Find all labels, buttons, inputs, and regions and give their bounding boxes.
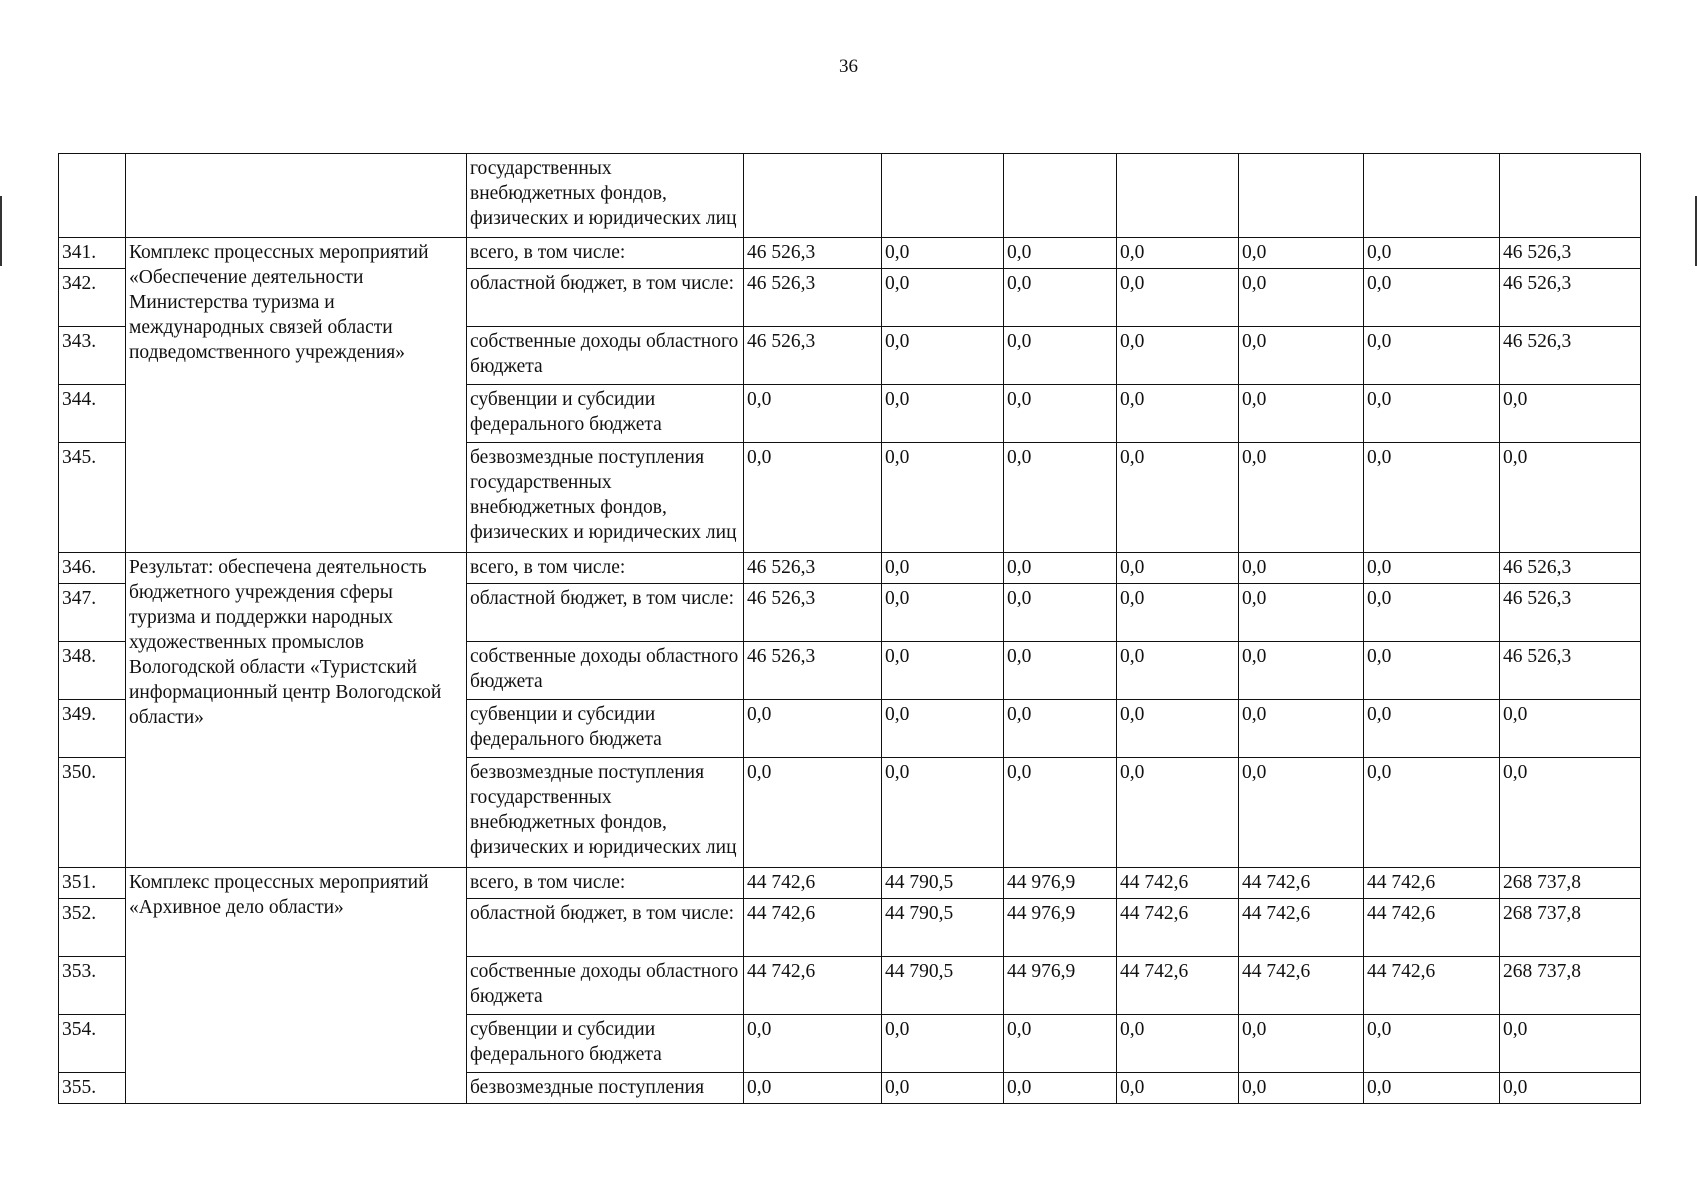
value-cell: 0,0 (1364, 269, 1500, 327)
value-cell: 44 976,9 (1004, 899, 1117, 957)
value-cell: 0,0 (882, 269, 1004, 327)
row-number-cell: 347. (59, 584, 126, 642)
value-cell: 46 526,3 (744, 584, 882, 642)
value-cell: 0,0 (882, 553, 1004, 584)
value-cell: 0,0 (1364, 584, 1500, 642)
value-cell: 0,0 (744, 1015, 882, 1073)
value-cell: 0,0 (1117, 443, 1239, 553)
value-cell: 44 742,6 (1364, 868, 1500, 899)
value-cell (1239, 154, 1364, 238)
funding-source-cell: государственных внебюджетных фондов, физических и юридических лиц (467, 154, 744, 238)
value-cell: 0,0 (1004, 269, 1117, 327)
funding-source-cell: собственные доходы областного бюджета (467, 642, 744, 700)
value-cell: 0,0 (1500, 758, 1641, 868)
value-cell: 0,0 (1364, 758, 1500, 868)
value-cell: 44 790,5 (882, 868, 1004, 899)
value-cell: 0,0 (882, 584, 1004, 642)
value-cell: 0,0 (1239, 238, 1364, 269)
row-number-cell: 342. (59, 269, 126, 327)
value-cell: 46 526,3 (744, 238, 882, 269)
value-cell: 44 742,6 (1364, 899, 1500, 957)
value-cell: 0,0 (1239, 327, 1364, 385)
value-cell: 0,0 (1239, 642, 1364, 700)
value-cell: 0,0 (1004, 700, 1117, 758)
value-cell: 46 526,3 (1500, 584, 1641, 642)
value-cell: 0,0 (1117, 584, 1239, 642)
value-cell (882, 154, 1004, 238)
funding-source-cell: всего, в том числе: (467, 868, 744, 899)
value-cell: 0,0 (1500, 1015, 1641, 1073)
value-cell: 46 526,3 (744, 642, 882, 700)
value-cell (1004, 154, 1117, 238)
value-cell: 0,0 (1117, 758, 1239, 868)
group-name-cell: Результат: обеспечена деятельность бюджетного учреждения сферы туризма и поддержки народных художественных промыслов Вологодской области «Туристский информационный центр Вологодской области» (126, 553, 467, 868)
value-cell: 44 790,5 (882, 899, 1004, 957)
row-number-cell: 348. (59, 642, 126, 700)
value-cell: 0,0 (1239, 584, 1364, 642)
value-cell: 0,0 (1500, 385, 1641, 443)
value-cell: 0,0 (1364, 1073, 1500, 1104)
funding-source-cell: субвенции и субсидии федерального бюджета (467, 700, 744, 758)
value-cell: 0,0 (1117, 700, 1239, 758)
value-cell: 0,0 (1117, 642, 1239, 700)
value-cell: 0,0 (744, 1073, 882, 1104)
value-cell: 44 742,6 (1364, 957, 1500, 1015)
row-number-cell: 352. (59, 899, 126, 957)
value-cell: 0,0 (1500, 443, 1641, 553)
value-cell: 46 526,3 (744, 327, 882, 385)
value-cell: 0,0 (882, 758, 1004, 868)
value-cell: 0,0 (1004, 584, 1117, 642)
funding-source-cell: субвенции и субсидии федерального бюджета (467, 1015, 744, 1073)
value-cell: 0,0 (1364, 385, 1500, 443)
value-cell: 0,0 (1117, 553, 1239, 584)
row-number-cell: 349. (59, 700, 126, 758)
funding-source-cell: областной бюджет, в том числе: (467, 899, 744, 957)
value-cell: 0,0 (1239, 700, 1364, 758)
value-cell: 44 976,9 (1004, 957, 1117, 1015)
value-cell: 268 737,8 (1500, 899, 1641, 957)
value-cell: 44 742,6 (744, 868, 882, 899)
value-cell: 44 742,6 (1117, 899, 1239, 957)
value-cell: 0,0 (1364, 553, 1500, 584)
group-name-cell (126, 154, 467, 238)
value-cell: 46 526,3 (1500, 642, 1641, 700)
value-cell: 0,0 (1239, 758, 1364, 868)
funding-source-cell: всего, в том числе: (467, 238, 744, 269)
scan-edge-mark (0, 196, 2, 266)
value-cell: 0,0 (1004, 642, 1117, 700)
value-cell: 0,0 (1117, 1073, 1239, 1104)
funding-source-cell: безвозмездные поступления (467, 1073, 744, 1104)
value-cell: 0,0 (744, 700, 882, 758)
value-cell: 46 526,3 (1500, 553, 1641, 584)
table-body (59, 154, 1641, 1104)
value-cell: 0,0 (744, 385, 882, 443)
funding-source-cell: безвозмездные поступления государственных внебюджетных фондов, физических и юридических лиц (467, 758, 744, 868)
value-cell: 0,0 (1004, 238, 1117, 269)
value-cell: 0,0 (1364, 443, 1500, 553)
value-cell: 46 526,3 (744, 553, 882, 584)
value-cell: 0,0 (1117, 238, 1239, 269)
value-cell: 0,0 (1364, 327, 1500, 385)
row-number-cell: 346. (59, 553, 126, 584)
row-number-cell: 354. (59, 1015, 126, 1073)
value-cell: 0,0 (882, 385, 1004, 443)
value-cell: 0,0 (1239, 553, 1364, 584)
value-cell: 0,0 (1239, 1015, 1364, 1073)
value-cell (1500, 154, 1641, 238)
value-cell: 46 526,3 (1500, 269, 1641, 327)
value-cell: 268 737,8 (1500, 868, 1641, 899)
funding-source-cell: субвенции и субсидии федерального бюджета (467, 385, 744, 443)
value-cell: 0,0 (1239, 385, 1364, 443)
value-cell: 268 737,8 (1500, 957, 1641, 1015)
funding-source-cell: безвозмездные поступления государственных внебюджетных фондов, физических и юридических лиц (467, 443, 744, 553)
funding-source-cell: собственные доходы областного бюджета (467, 327, 744, 385)
value-cell (1364, 154, 1500, 238)
value-cell: 0,0 (1004, 1015, 1117, 1073)
group-name-cell: Комплекс процессных мероприятий «Архивное дело области» (126, 868, 467, 1104)
value-cell: 44 742,6 (1117, 957, 1239, 1015)
value-cell: 0,0 (1239, 1073, 1364, 1104)
value-cell: 0,0 (1004, 553, 1117, 584)
value-cell: 0,0 (882, 642, 1004, 700)
table-row (59, 154, 1641, 238)
value-cell: 46 526,3 (1500, 327, 1641, 385)
value-cell: 44 742,6 (1239, 868, 1364, 899)
funding-source-cell: областной бюджет, в том числе: (467, 269, 744, 327)
row-number-cell: 355. (59, 1073, 126, 1104)
value-cell: 0,0 (1004, 758, 1117, 868)
row-number-cell: 350. (59, 758, 126, 868)
row-number-cell: 351. (59, 868, 126, 899)
row-number-cell: 341. (59, 238, 126, 269)
value-cell: 44 790,5 (882, 957, 1004, 1015)
value-cell: 0,0 (1364, 700, 1500, 758)
value-cell: 0,0 (882, 700, 1004, 758)
value-cell: 0,0 (1117, 269, 1239, 327)
value-cell: 0,0 (1004, 385, 1117, 443)
funding-source-cell: всего, в том числе: (467, 553, 744, 584)
row-number-cell: 345. (59, 443, 126, 553)
value-cell: 0,0 (882, 238, 1004, 269)
value-cell: 0,0 (1364, 238, 1500, 269)
value-cell: 0,0 (1004, 443, 1117, 553)
group-name-cell: Комплекс процессных мероприятий «Обеспечение деятельности Министерства туризма и международных связей области подведомственного учреждения» (126, 238, 467, 553)
value-cell: 44 742,6 (1117, 868, 1239, 899)
value-cell: 0,0 (882, 443, 1004, 553)
row-number-cell: 353. (59, 957, 126, 1015)
value-cell: 0,0 (882, 327, 1004, 385)
value-cell: 44 742,6 (1239, 957, 1364, 1015)
value-cell: 0,0 (1117, 1015, 1239, 1073)
value-cell: 0,0 (1004, 1073, 1117, 1104)
funding-source-cell: областной бюджет, в том числе: (467, 584, 744, 642)
value-cell: 44 742,6 (1239, 899, 1364, 957)
value-cell: 0,0 (1117, 385, 1239, 443)
value-cell: 0,0 (744, 443, 882, 553)
value-cell: 0,0 (1004, 327, 1117, 385)
table-row (59, 553, 1641, 584)
value-cell: 0,0 (1364, 642, 1500, 700)
value-cell (744, 154, 882, 238)
table-row (59, 238, 1641, 269)
value-cell: 0,0 (1117, 327, 1239, 385)
funding-source-cell: собственные доходы областного бюджета (467, 957, 744, 1015)
value-cell: 0,0 (882, 1073, 1004, 1104)
value-cell: 46 526,3 (1500, 238, 1641, 269)
table-row (59, 868, 1641, 899)
row-number-cell: 343. (59, 327, 126, 385)
value-cell: 0,0 (1364, 1015, 1500, 1073)
value-cell: 46 526,3 (744, 269, 882, 327)
row-number-cell: 344. (59, 385, 126, 443)
value-cell: 0,0 (1500, 1073, 1641, 1104)
value-cell: 44 742,6 (744, 899, 882, 957)
value-cell: 0,0 (744, 758, 882, 868)
budget-table (58, 153, 1641, 1104)
page-number: 36 (839, 56, 858, 77)
value-cell: 44 742,6 (744, 957, 882, 1015)
value-cell (1117, 154, 1239, 238)
value-cell: 0,0 (1500, 700, 1641, 758)
row-number-cell (59, 154, 126, 238)
value-cell: 0,0 (1239, 269, 1364, 327)
value-cell: 44 976,9 (1004, 868, 1117, 899)
value-cell: 0,0 (882, 1015, 1004, 1073)
value-cell: 0,0 (1239, 443, 1364, 553)
